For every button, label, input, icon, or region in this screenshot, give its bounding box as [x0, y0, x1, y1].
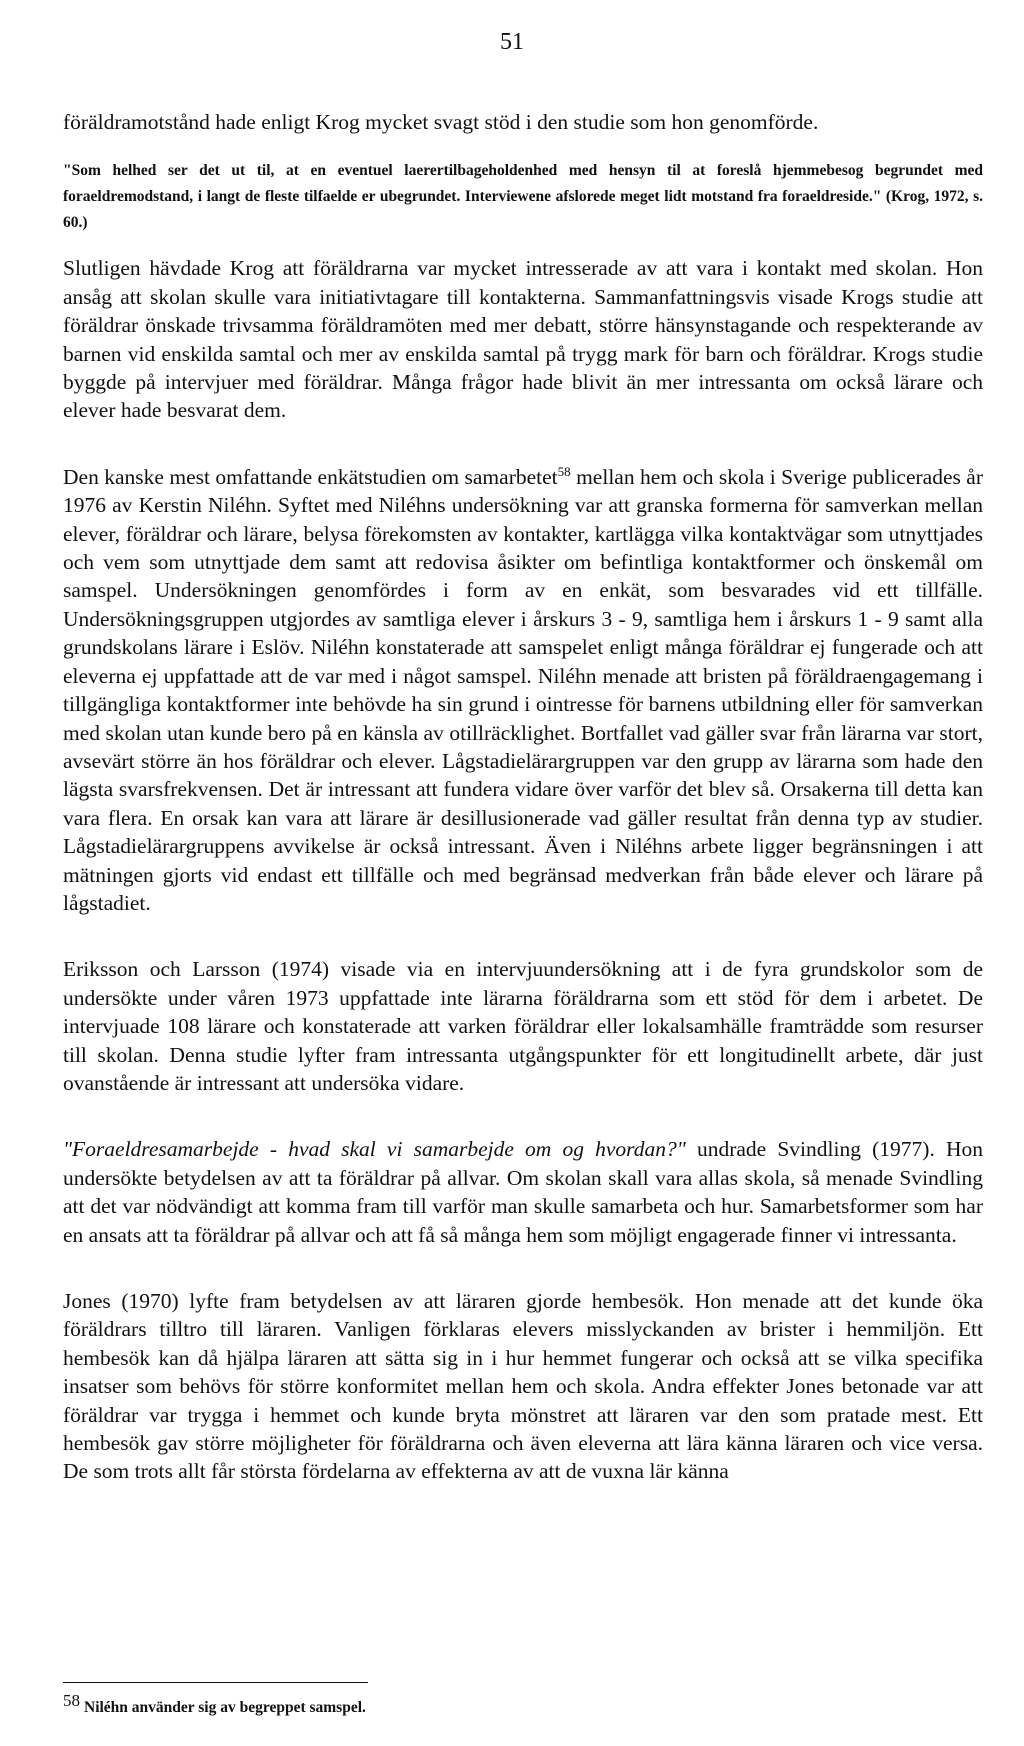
- paragraph-nilehn-body: mellan hem och skola i Sverige publicerades år 1976 av Kerstin Niléhn. Syftet med Niléhns undersökning var att granska formerna för samverkan mellan elever, föräldrar och lärare, belysa förekomsten av kontakter, kartlägga vilka kontaktvägar som utnyttjades och vem som utnyttjade dem samt att redovisa åsikter om befintliga kontaktformer och önskemål om samspel. Undersökningen genomfördes i form av en enkät, som besvarades vid ett tillfälle. Undersökningsgruppen utgjordes av samtliga elever i årskurs 3 - 9, samtliga hem i årskurs 1 - 9 samt alla grundskolans lärare i Eslöv. Niléhn konstaterade att samspelet enligt många föräldrar ej fungerade och att eleverna ej uppfattade att de var med i något samspel. Niléhn menade att bristen på föräldraengagemang i tillgängliga kontaktformer inte behövde ha sin grund i ointresse för barnens utbildning eller för samverkan med skolan utan kunde bero på en känsla av otillräcklighet. Bortfallet vad gäller svar från lärarna var stort, avsevärt större än hos föräldrar och elever. Lågstadielärargruppen var den grupp av lärarna som hade den lägsta svarsfrekvensen. Det är intressant att fundera vidare över varför det blev så. Orsakerna till detta kan vara flera. En orsak kan vara att lärare är desillusionerade vad gäller resultat från denna typ av studier. Lågstadielärargruppens avvikelse är också intressant. Även i Niléhns arbete ligger begränsningen i att mätningen gjorts vid endast ett tillfälle och med begränsad medverkan från både elever och lärare på lågstadiet.: [63, 464, 984, 915]
- footnote-text: Niléhn använder sig av begreppet samspel.: [84, 1699, 366, 1716]
- footnote: [63, 1690, 963, 1719]
- paragraph-nilehn-intro: Den kanske mest omfattande enkätstudien om samarbetet: [63, 464, 558, 489]
- paragraph-krog-support: föräldramotstånd hade enligt Krog mycket svagt stöd i den studie som hon genomförde.: [63, 110, 819, 134]
- paragraph-jones: Jones (1970) lyfte fram betydelsen av att läraren gjorde hembesök. Hon menade att det kunde öka föräldrars tilltro till läraren. Vanligen förklaras elevers misslyckanden av brister i hemmiljön. Ett hembesök kan då hjälpa läraren att sätta sig in i hur hemmet fungerar och också att se vilka specifika insatser som behövs för större konformitet mellan hem och skola. Andra effekter Jones betonade var att föräldrar var trygga i hemmet och kunde bryta mönstret att läraren var den som pratade mest. Ett hembesök gav större möjligheter för föräldrarna och även eleverna att lära känna läraren och vice versa. De som trots allt får största fördelarna av effekterna av att de vuxna lär känna: [63, 1289, 983, 1484]
- paragraph-nilehn-study: [63, 463, 983, 918]
- page-body: [63, 108, 983, 1504]
- paragraph-krog-conclusion: Slutligen hävdade Krog att föräldrarna var mycket intresserade av att vara i kontakt med skolan. Hon ansåg att skolan skulle vara initiativtagare till kontakterna. Sammanfattningsvis visade Krogs studie att föräldrar önskade trivsamma föräldramöten med mer debatt, större hänsynstagande och respekterande av barnen vid enskilda samtal och mer av enskilda samtal på trygg mark för barn och föräldrar. Krogs studie byggde på intervjuer med föräldrar. Många frågor hade blivit än mer intressanta om också lärare och elever hade besvarat dem.: [63, 256, 983, 423]
- paragraph-eriksson-larsson: Eriksson och Larsson (1974) visade via en intervjuundersökning att i de fyra grundskolor som de undersökte under våren 1973 uppfattade inte lärarna föräldrarna som ett stöd för dem i arbetet. De intervjuade 108 lärare och konstaterade att varken föräldrar eller lokalsamhälle framträdde som resurser till skolan. Denna studie lyfter fram intressanta utgångspunkter för ett longitudinellt arbete, där just ovanstående är intressant att undersöka vidare.: [63, 957, 983, 1095]
- block-quote-krog: "Som helhed ser det ut til, at en eventuel laerertilbageholdenhed med hensyn til at foreslå hjemmebesog begrundet med foraeldremodstand, i langt de fleste tilfaelde er ubegrundet. Interviewene afslorede meget lidt motstand fra foraeldreside." (Krog, 1972, s. 60.): [63, 162, 983, 232]
- page-number: 51: [500, 29, 524, 55]
- footnote-number: 58: [63, 1690, 80, 1710]
- paragraph-svindling: [63, 1135, 983, 1249]
- paragraph-svindling-body: undrade Svindling (1977). Hon undersökte betydelsen av att ta föräldrar på allvar. Om skolan skall vara allas skola, så menade Svindling att det var nödvändigt att komma fram till varför man skulle samarbeta och hur. Samarbetsformer som har en ansats att ta föräldrar på allvar och att få så många hem som möjligt engagerade finner vi intressanta.: [63, 1137, 983, 1247]
- svindling-title-quote: "Foraeldresamarbejde - hvad skal vi samarbejde om og hvordan?": [63, 1137, 686, 1162]
- footnote-reference: 58: [557, 463, 571, 479]
- footnote-divider: [63, 1682, 368, 1683]
